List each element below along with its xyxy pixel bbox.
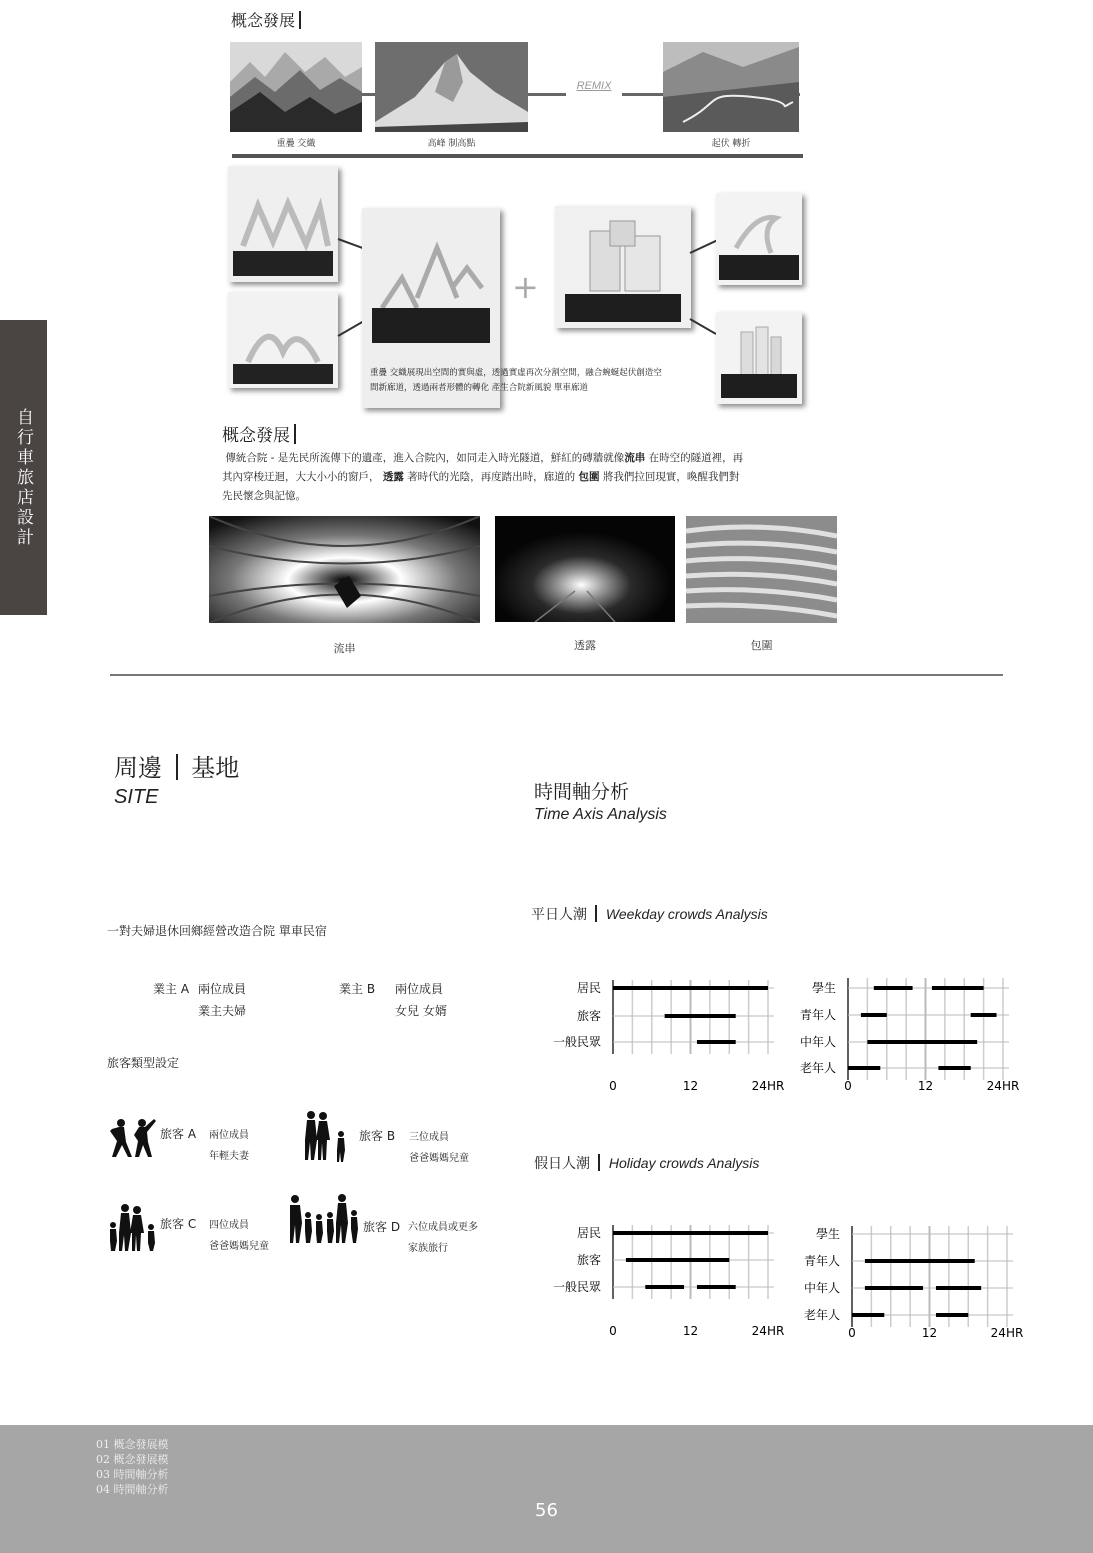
time-bar: [697, 1285, 736, 1289]
toc-item: 03 時間軸分析: [96, 1468, 169, 1481]
model-connector-2: [338, 320, 365, 337]
category-label: 學生: [811, 981, 836, 995]
category-label: 老年人: [803, 1308, 840, 1322]
x-tick-label: 12: [682, 1079, 699, 1093]
time-bar: [626, 1258, 729, 1262]
x-tick-label: 12: [921, 1326, 938, 1340]
guest-d-label: 旅客 D: [363, 1220, 401, 1234]
model-photo-4: [555, 206, 691, 328]
weekday-heading-cn: 平日人潮: [531, 907, 587, 923]
caption-enclose: 包圍: [750, 639, 773, 652]
x-tick-label: 24HR: [990, 1326, 1024, 1340]
category-label: 青年人: [799, 1008, 836, 1022]
caption-flow: 流串: [333, 642, 356, 655]
remix-label: REMIX: [566, 80, 622, 96]
owner-a-label: 業主 A: [153, 982, 190, 996]
time-bar: [867, 1040, 977, 1044]
site-title-b: 基地: [191, 754, 240, 782]
model-connector-3: [690, 239, 718, 253]
time-bar: [936, 1313, 968, 1317]
caption-overlap: 重疊 交織: [276, 139, 316, 149]
guest-d-line1: 六位成員或更多: [408, 1222, 478, 1233]
x-tick-label: 12: [917, 1079, 934, 1093]
owner-a-line1: 兩位成員: [198, 982, 247, 996]
x-tick-label: 0: [848, 1326, 856, 1340]
x-tick-label: 24HR: [751, 1324, 785, 1338]
x-tick-label: 0: [844, 1079, 852, 1093]
caption-peak: 高峰 制高點: [427, 139, 476, 149]
toc-item: 02 概念發展模: [96, 1453, 169, 1466]
time-bar: [971, 1013, 997, 1017]
weekday-heading: [531, 904, 768, 924]
holiday-age-chart: [780, 1226, 1037, 1345]
photo-flow-tunnel: [209, 516, 480, 623]
plus-sign: +: [512, 268, 539, 306]
guest-c-label: 旅客 C: [160, 1217, 197, 1231]
weekday-heading-en: Weekday crowds Analysis: [605, 906, 768, 922]
page-footer: [0, 1425, 1093, 1553]
photo-winding-road: [663, 42, 799, 132]
guest-b-line1: 三位成員: [409, 1132, 449, 1143]
family-of-four-silhouette-icon: [107, 1203, 157, 1253]
category-label: 一般民眾: [552, 1035, 601, 1049]
time-bar: [865, 1286, 923, 1290]
time-bar: [848, 1066, 880, 1070]
photo-overlapping-mountains: [230, 42, 362, 132]
divider-bar: [232, 154, 803, 158]
model-description: 重疊 交織展現出空間的實與虛，透過實虛再次分割空間，融合蜿蜒起伏創造空間新廊道，透過兩者形體的轉化 產生合院新風貌 單車廊道: [370, 368, 662, 393]
time-bar: [852, 1313, 884, 1317]
x-tick-label: 24HR: [751, 1079, 785, 1093]
time-bar: [697, 1040, 736, 1044]
site-intro: 一對夫婦退休回鄉經營改造合院 單車民宿: [107, 924, 327, 938]
couple-silhouette-icon: [106, 1117, 158, 1159]
time-bar: [613, 1231, 768, 1235]
guest-b-line2: 爸爸媽媽兒童: [409, 1153, 469, 1164]
guest-types-title: 旅客類型設定: [107, 1056, 180, 1070]
category-label: 旅客: [576, 1009, 601, 1023]
model-photo-1: [228, 166, 338, 282]
model-connector-4: [690, 318, 717, 335]
category-label: 一般民眾: [552, 1280, 601, 1294]
holiday-heading-en: Holiday crowds Analysis: [608, 1155, 760, 1171]
time-bar: [865, 1259, 975, 1263]
x-tick-label: 12: [682, 1324, 699, 1338]
caption-reveal: 透露: [574, 639, 596, 652]
concept-title-2-text: 概念發展: [222, 426, 290, 446]
category-label: 老年人: [799, 1061, 836, 1075]
side-section-tab: [0, 320, 47, 615]
owner-b-label: 業主 B: [339, 982, 376, 996]
category-label: 旅客: [576, 1253, 601, 1267]
guest-a-line1: 兩位成員: [209, 1130, 249, 1141]
time-axis-title: 時間軸分析: [534, 781, 630, 803]
guest-a-line2: 年輕夫妻: [209, 1151, 249, 1162]
owner-b-line1: 兩位成員: [395, 982, 444, 996]
x-tick-label: 0: [609, 1079, 617, 1093]
extended-family-silhouette-icon: [288, 1193, 360, 1245]
weekday-age-chart: [780, 978, 1033, 1098]
guest-a-label: 旅客 A: [160, 1127, 197, 1141]
category-label: 中年人: [799, 1035, 836, 1049]
guest-c-line1: 四位成員: [209, 1220, 249, 1231]
caption-undulation: 起伏 轉折: [711, 139, 751, 149]
time-bar: [665, 1014, 736, 1018]
holiday-heading-cn: 假日人潮: [534, 1156, 590, 1172]
owner-b-line2: 女兒 女婿: [395, 1004, 447, 1018]
toc-item: 04 時間軸分析: [96, 1483, 169, 1496]
category-label: 居民: [576, 1226, 601, 1240]
holiday-heading: [534, 1153, 759, 1173]
category-label: 中年人: [803, 1281, 840, 1295]
site-subtitle: SITE: [114, 786, 159, 808]
model-photo-5: [716, 193, 802, 285]
family-of-three-silhouette-icon: [301, 1110, 351, 1162]
time-bar: [932, 986, 984, 990]
time-bar: [938, 1066, 970, 1070]
x-tick-label: 0: [609, 1324, 617, 1338]
site-title-a: 周邊: [114, 754, 162, 782]
time-bar: [874, 986, 913, 990]
toc-item: 01 概念發展模: [96, 1438, 169, 1451]
time-bar: [936, 1286, 981, 1290]
time-axis-subtitle: Time Axis Analysis: [534, 806, 667, 823]
photo-railway-tunnel: [495, 516, 675, 622]
category-label: 居民: [576, 981, 601, 995]
time-bar: [613, 986, 768, 990]
concept-title-1-text: 概念發展: [231, 11, 296, 30]
owner-a-line2: 業主夫婦: [198, 1004, 247, 1018]
photo-mountain-peak: [375, 42, 528, 132]
concept-title-2: [222, 421, 296, 446]
guest-d-line2: 家族旅行: [408, 1243, 448, 1254]
footer-toc: [96, 1437, 169, 1497]
x-tick-label: 24HR: [986, 1079, 1020, 1093]
concept-paragraph: 傳統合院 - 是先民所流傳下的遺產，進入合院內，如同走入時光隧道，鮮紅的磚牆就像流串 在時空的隧道裡，再 其內穿梭迂迴，大大小小的窗戶， 透露 著時代的光陰，再度踏出時，廊道的 包圍 將我們拉回現實，喚醒我們對 先民懷念與記憶。: [222, 452, 744, 502]
concept-title-1: [231, 8, 301, 31]
photo-terraced-fields: [686, 516, 837, 623]
page-number: 56: [535, 1500, 558, 1521]
section-divider: [110, 674, 1003, 676]
guest-c-line2: 爸爸媽媽兒童: [209, 1241, 269, 1252]
holiday-residents-chart: [545, 1225, 798, 1343]
side-tab-label: 自行車旅店設計: [13, 408, 33, 548]
weekday-residents-chart: [545, 980, 798, 1098]
category-label: 學生: [815, 1227, 840, 1241]
time-bar: [645, 1285, 684, 1289]
site-title: [114, 748, 239, 783]
time-bar: [861, 1013, 887, 1017]
guest-b-label: 旅客 B: [359, 1129, 396, 1143]
model-photo-6: [716, 312, 802, 404]
model-photo-2: [228, 292, 338, 388]
category-label: 青年人: [803, 1254, 840, 1268]
